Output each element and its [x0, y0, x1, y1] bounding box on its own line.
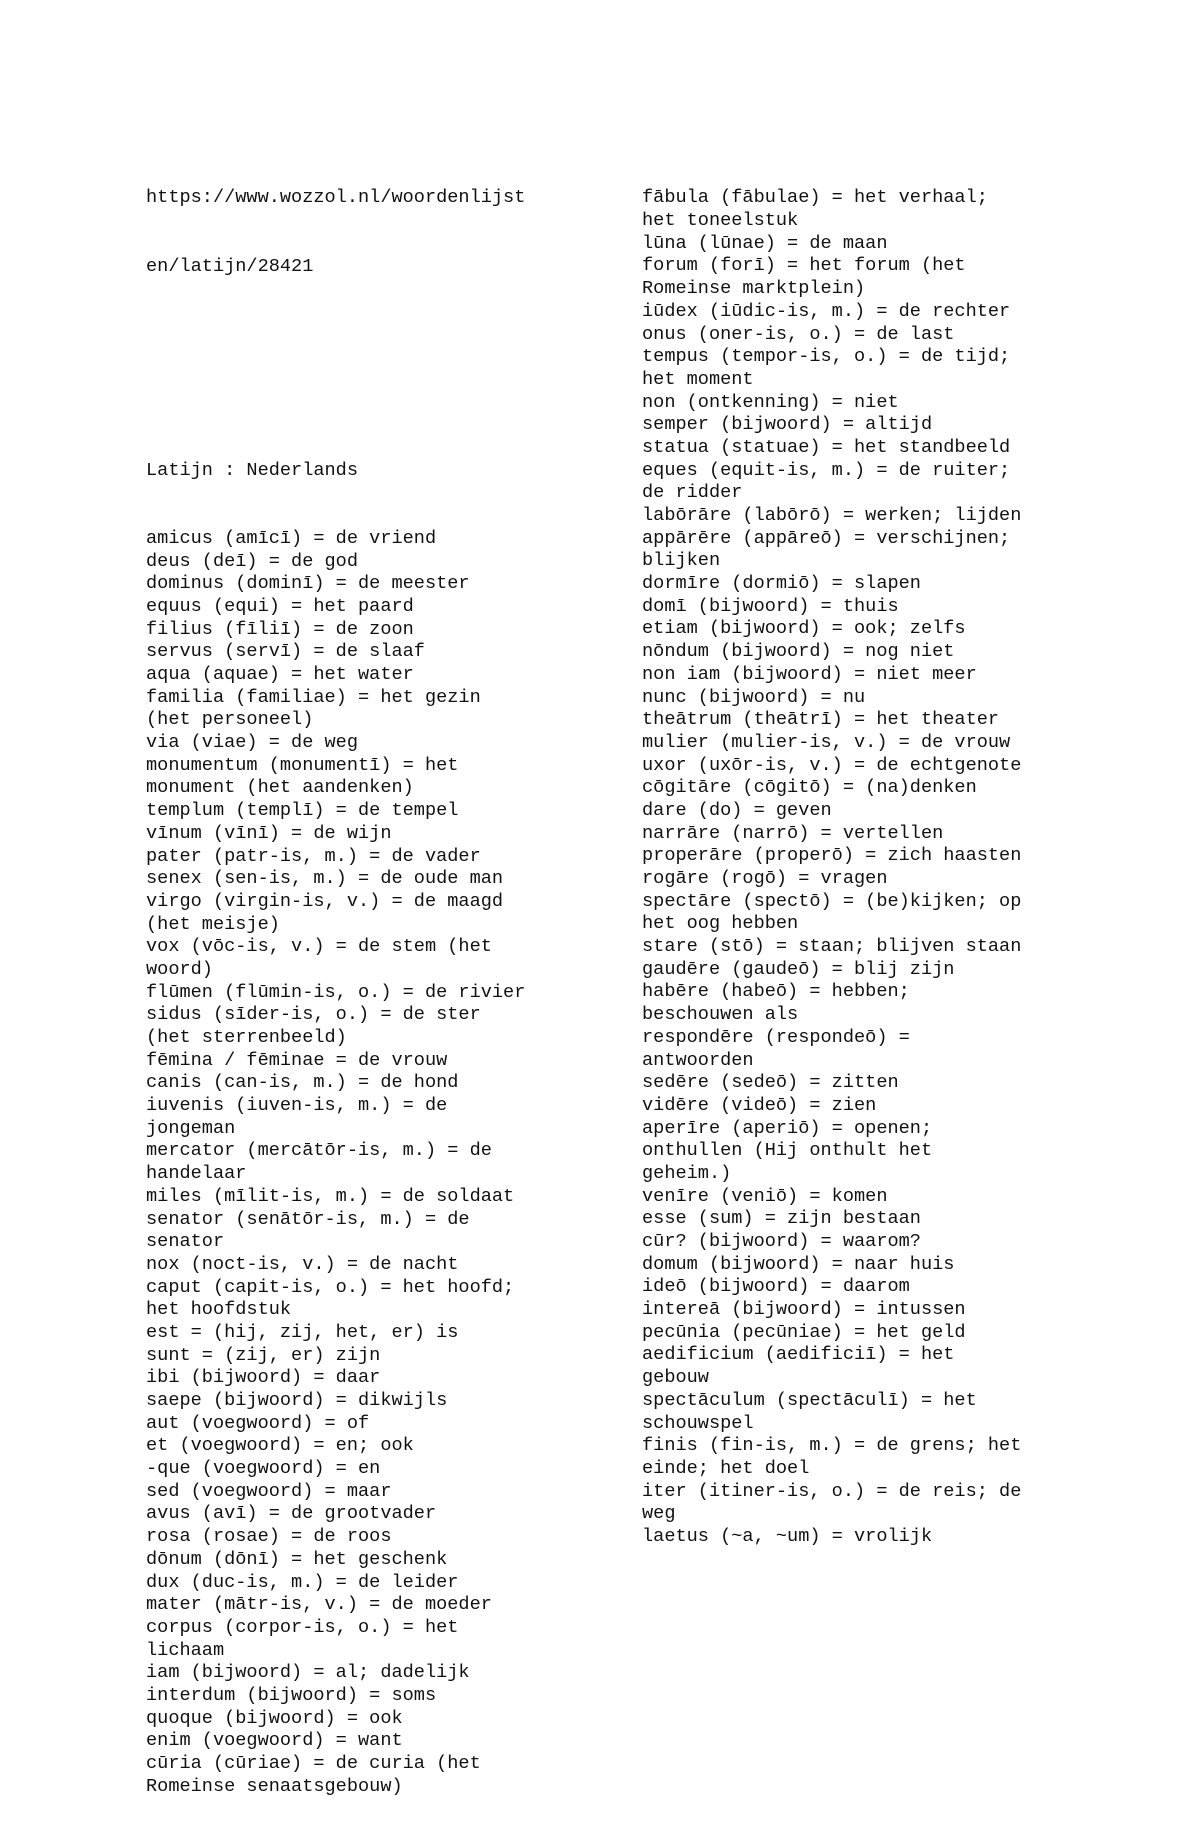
- vocab-line: flūmen (flūmin-is, o.) = de rivier: [146, 981, 526, 1003]
- vocab-line: miles (mīlit-is, m.) = de soldaat: [146, 1185, 515, 1207]
- vocab-line: (het sterrenbeeld): [146, 1027, 347, 1048]
- vocab-line: pecūnia (pecūniae) = het geld: [642, 1321, 966, 1343]
- vocab-line: finis (fin-is, m.) = de grens; het: [642, 1435, 1022, 1457]
- vocab-line: nox (noct-is, v.) = de nacht: [146, 1253, 459, 1275]
- vocab-line: habēre (habeō) = hebben;: [642, 981, 910, 1003]
- vocab-line: eques (equit-is, m.) = de ruiter;: [642, 459, 1011, 481]
- vocab-line: (het meisje): [146, 913, 280, 935]
- vocab-line: ibi (bijwoord) = daar: [146, 1367, 381, 1389]
- vocab-line: vidēre (videō) = zien: [642, 1094, 877, 1116]
- vocab-line: Romeinse senaatsgebouw): [146, 1775, 403, 1797]
- vocab-line: het hoofdstuk: [146, 1299, 292, 1321]
- vocab-line: dux (duc-is, m.) = de leider: [146, 1571, 459, 1593]
- vocab-line: equus (equi) = het paard: [146, 595, 414, 617]
- vocab-line: respondēre (respondeō) =: [642, 1026, 910, 1048]
- vocab-line: jongeman: [146, 1117, 236, 1139]
- vocab-line: de ridder: [642, 482, 743, 504]
- vocab-line: het oog hebben: [642, 913, 799, 935]
- source-url-line-1: https://www.wozzol.nl/woordenlijst: [146, 187, 526, 209]
- vocab-line: -que (voegwoord) = en: [146, 1458, 381, 1480]
- vocab-line: handelaar: [146, 1163, 247, 1185]
- vocab-line: sed (voegwoord) = maar: [146, 1480, 392, 1502]
- vocab-line: antwoorden: [642, 1049, 754, 1071]
- vocab-line: monumentum (monumentī) = het: [146, 754, 459, 776]
- vocab-line: mulier (mulier-is, v.) = de vrouw: [642, 731, 1011, 753]
- vocab-line: gebouw: [642, 1367, 709, 1389]
- vocab-line: laetus (~a, ~um) = vrolijk: [642, 1525, 933, 1547]
- vocab-line: nunc (bijwoord) = nu: [642, 686, 866, 708]
- vocab-line: uxor (uxōr-is, v.) = de echtgenote: [642, 754, 1022, 776]
- vocab-line: rosa (rosae) = de roos: [146, 1526, 392, 1548]
- vocab-line: vīnum (vīnī) = de wijn: [146, 822, 392, 844]
- vocab-line: servus (servī) = de slaaf: [146, 641, 425, 663]
- vocab-line: interdum (bijwoord) = soms: [146, 1684, 437, 1706]
- blank-line: [146, 392, 576, 415]
- vocab-line: onthullen (Hij onthult het: [642, 1140, 933, 1162]
- blank-line: [146, 324, 576, 347]
- vocab-line: gaudēre (gaudeō) = blij zijn: [642, 958, 955, 980]
- vocab-line: statua (statuae) = het standbeeld: [642, 436, 1011, 458]
- vocab-line: familia (familiae) = het gezin: [146, 686, 481, 708]
- vocab-line: aedificium (aedificiī) = het: [642, 1344, 955, 1366]
- vocab-line: onus (oner-is, o.) = de last: [642, 323, 955, 345]
- vocab-line: aperīre (aperiō) = openen;: [642, 1117, 933, 1139]
- vocab-line: canis (can-is, m.) = de hond: [146, 1072, 459, 1094]
- left-column: [146, 142, 576, 1844]
- vocab-line: spectāre (spectō) = (be)kijken; op: [642, 890, 1022, 912]
- vocab-line: narrāre (narrō) = vertellen: [642, 822, 944, 844]
- vocab-line: properāre (properō) = zich haasten: [642, 845, 1022, 867]
- vocab-line: Romeinse marktplein): [642, 278, 866, 300]
- vocab-line: spectāculum (spectāculī) = het: [642, 1389, 977, 1411]
- vocab-line: iuvenis (iuven-is, m.) = de: [146, 1095, 448, 1117]
- vocab-line: via (viae) = de weg: [146, 732, 359, 754]
- vocab-line: dormīre (dormiō) = slapen: [642, 573, 921, 595]
- vocab-line: avus (avī) = de grootvader: [146, 1503, 437, 1525]
- right-column: [642, 142, 1072, 1594]
- vocab-line: caput (capit-is, o.) = het hoofd;: [146, 1276, 515, 1298]
- vocab-line: sidus (sīder-is, o.) = de ster: [146, 1004, 481, 1026]
- vocab-line: het moment: [642, 368, 754, 390]
- vocab-line: (het personeel): [146, 709, 314, 731]
- vocab-line: senator (senātōr-is, m.) = de: [146, 1208, 470, 1230]
- vocab-line: pater (patr-is, m.) = de vader: [146, 845, 481, 867]
- vocab-line: deus (deī) = de god: [146, 550, 359, 572]
- vocab-line: einde; het doel: [642, 1457, 810, 1479]
- vocab-line: rogāre (rogō) = vragen: [642, 868, 888, 890]
- source-url-line-2: en/latijn/28421: [146, 255, 314, 277]
- vocab-line: schouwspel: [642, 1412, 754, 1434]
- vocab-line: aqua (aquae) = het water: [146, 664, 414, 685]
- vocab-line: non (ontkenning) = niet: [642, 391, 899, 413]
- vocab-line: templum (templī) = de tempel: [146, 800, 459, 822]
- vocab-line: iam (bijwoord) = al; dadelijk: [146, 1662, 470, 1684]
- vocab-line: cūria (cūriae) = de curia (het: [146, 1753, 481, 1774]
- vocab-line: semper (bijwoord) = altijd: [642, 414, 933, 436]
- vocab-line: weg: [642, 1503, 676, 1525]
- vocab-line: sedēre (sedeō) = zitten: [642, 1072, 899, 1094]
- vocab-line: iter (itiner-is, o.) = de reis; de: [642, 1480, 1022, 1502]
- vocab-line: est = (hij, zij, het, er) is: [146, 1321, 459, 1343]
- vocab-line: beschouwen als: [642, 1004, 799, 1026]
- vocab-line: lūna (lūnae) = de maan: [642, 232, 888, 254]
- vocab-line: blijken: [642, 550, 721, 572]
- vocab-line: domī (bijwoord) = thuis: [642, 595, 899, 617]
- vocab-line: venīre (veniō) = komen: [642, 1185, 888, 1207]
- vocab-line: corpus (corpor-is, o.) = het: [146, 1616, 459, 1638]
- vocab-line: senator: [146, 1231, 225, 1253]
- vocab-line: woord): [146, 958, 213, 980]
- vocab-line: saepe (bijwoord) = dikwijls: [146, 1390, 448, 1411]
- vocab-line: het toneelstuk: [642, 210, 799, 232]
- vocab-line: senex (sen-is, m.) = de oude man: [146, 868, 504, 890]
- vocab-line: tempus (tempor-is, o.) = de tijd;: [642, 346, 1011, 368]
- vocab-line: dōnum (dōnī) = het geschenk: [146, 1548, 448, 1570]
- right-vocab-list: [642, 187, 1072, 1548]
- vocab-line: stare (stō) = staan; blijven staan: [642, 936, 1022, 958]
- vocab-line: sunt = (zij, er) zijn: [146, 1344, 381, 1366]
- vocab-line: etiam (bijwoord) = ook; zelfs: [642, 618, 966, 640]
- vocab-line: forum (forī) = het forum (het: [642, 255, 966, 277]
- vocab-line: geheim.): [642, 1162, 732, 1184]
- vocab-line: nōndum (bijwoord) = nog niet: [642, 641, 955, 663]
- vocab-line: domum (bijwoord) = naar huis: [642, 1253, 955, 1275]
- vocab-line: dominus (dominī) = de meester: [146, 573, 470, 595]
- vocab-line: ideō (bijwoord) = daarom: [642, 1276, 910, 1298]
- vocab-line: iūdex (iūdic-is, m.) = de rechter: [642, 300, 1011, 322]
- vocab-heading: Latijn : Nederlands: [146, 459, 359, 481]
- vocab-line: lichaam: [146, 1639, 225, 1661]
- vocab-line: aut (voegwoord) = of: [146, 1412, 370, 1434]
- vocab-line: labōrāre (labōrō) = werken; lijden: [642, 505, 1022, 527]
- vocab-line: mercator (mercātōr-is, m.) = de: [146, 1140, 492, 1162]
- vocab-line: virgo (virgin-is, v.) = de maagd: [146, 890, 504, 912]
- vocab-line: mater (mātr-is, v.) = de moeder: [146, 1594, 492, 1616]
- vocab-line: monument (het aandenken): [146, 777, 414, 799]
- vocab-line: enim (voegwoord) = want: [146, 1730, 403, 1752]
- vocab-line: fābula (fābulae) = het verhaal;: [642, 187, 988, 209]
- vocab-line: fēmina / fēminae = de vrouw: [146, 1049, 448, 1071]
- vocab-line: cūr? (bijwoord) = waarom?: [642, 1231, 921, 1253]
- vocab-line: quoque (bijwoord) = ook: [146, 1707, 403, 1729]
- vocab-line: non iam (bijwoord) = niet meer: [642, 663, 977, 685]
- vocab-line: filius (fīliī) = de zoon: [146, 618, 414, 640]
- vocab-line: esse (sum) = zijn bestaan: [642, 1208, 921, 1230]
- vocab-line: cōgitāre (cōgitō) = (na)denken: [642, 777, 977, 799]
- vocab-line: appārēre (appāreō) = verschijnen;: [642, 527, 1011, 549]
- vocab-line: vox (vōc-is, v.) = de stem (het: [146, 936, 492, 958]
- vocab-line: et (voegwoord) = en; ook: [146, 1435, 414, 1457]
- vocab-line: theātrum (theātrī) = het theater: [642, 709, 1000, 731]
- vocab-line: amicus (amīcī) = de vriend: [146, 527, 437, 549]
- vocab-line: dare (do) = geven: [642, 799, 832, 821]
- vocab-line: intereā (bijwoord) = intussen: [642, 1299, 966, 1321]
- left-vocab-list: [146, 528, 576, 1799]
